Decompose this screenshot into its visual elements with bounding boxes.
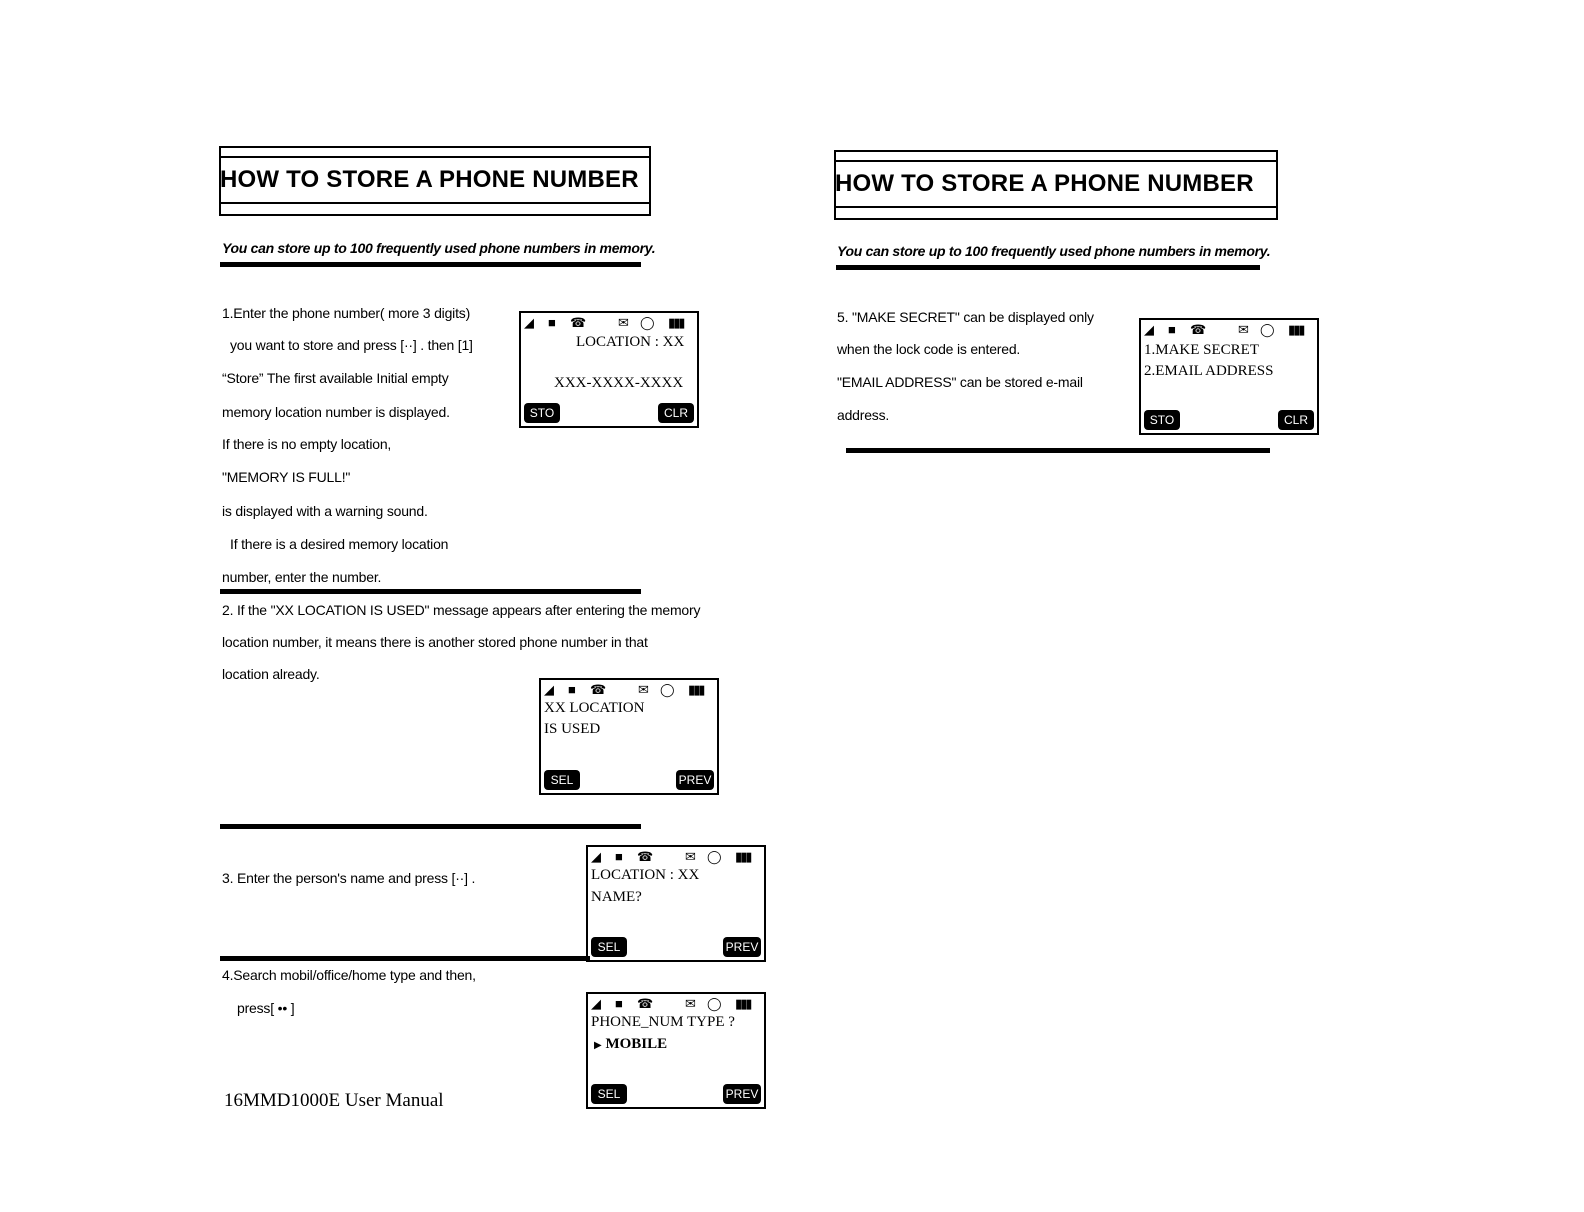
signal-icon: ◢ — [591, 996, 601, 1011]
phone-icon: ☎ — [570, 315, 587, 330]
alarm-icon: ◯ — [1260, 322, 1275, 337]
alarm-icon: ◯ — [640, 315, 655, 330]
battery-icon: ▮▮▮ — [735, 849, 751, 864]
step5-line-1: 5. "MAKE SECRET" can be displayed only — [837, 309, 1094, 325]
envelope-icon: ✉ — [618, 315, 629, 330]
step2-line-2: location number, it means there is another stored phone number in that — [222, 634, 648, 650]
sto-softkey[interactable]: STO — [524, 403, 560, 423]
step1-line-3: “Store” The first available Initial empty — [222, 370, 449, 386]
screen3-line-2: NAME? — [591, 889, 642, 905]
phone-screen-type — [586, 992, 766, 1109]
manual-footer: 16MMD1000E User Manual — [224, 1090, 444, 1111]
envelope-icon: ✉ — [685, 849, 696, 864]
step2-rule — [220, 824, 641, 829]
battery-level-icon: ■ — [615, 996, 623, 1011]
step1-line-2: you want to store and press [··] . then [1] — [230, 337, 473, 353]
battery-icon: ▮▮▮ — [735, 996, 751, 1011]
screen4-line-1: PHONE_NUM TYPE ? — [591, 1014, 735, 1030]
prev-softkey[interactable]: PREV — [723, 1084, 761, 1104]
step4-line-2: press[ •• ] — [237, 1000, 295, 1016]
step1-line-7: is displayed with a warning sound. — [222, 503, 428, 519]
alarm-icon: ◯ — [707, 996, 722, 1011]
prev-softkey[interactable]: PREV — [723, 937, 761, 957]
left-page-title: HOW TO STORE A PHONE NUMBER — [220, 166, 639, 193]
step1-line-4: memory location number is displayed. — [222, 404, 450, 420]
phone-icon: ☎ — [637, 849, 654, 864]
right-subtitle-rule — [836, 265, 1260, 270]
sel-softkey[interactable]: SEL — [544, 770, 580, 790]
left-subtitle-rule — [220, 262, 641, 267]
screen5-option-1[interactable]: 1.MAKE SECRET — [1144, 342, 1260, 358]
clr-softkey[interactable]: CLR — [1278, 410, 1314, 430]
phone-icon: ☎ — [637, 996, 654, 1011]
triangle-right-icon: ▶ — [594, 1040, 602, 1051]
alarm-icon: ◯ — [660, 682, 675, 697]
phone-icon: ☎ — [590, 682, 607, 697]
battery-icon: ▮▮▮ — [668, 315, 684, 330]
step5-line-3: "EMAIL ADDRESS" can be stored e-mail — [837, 374, 1083, 390]
step1-rule — [220, 589, 641, 594]
phone-screen-secret — [1139, 318, 1319, 435]
prev-softkey[interactable]: PREV — [676, 770, 714, 790]
sel-softkey[interactable]: SEL — [591, 1084, 627, 1104]
battery-level-icon: ■ — [568, 682, 576, 697]
screen2-line-2: IS USED — [544, 721, 601, 737]
signal-icon: ◢ — [524, 315, 534, 330]
left-subtitle: You can store up to 100 frequently used phone numbers in memory. — [222, 240, 656, 256]
right-subtitle: You can store up to 100 frequently used phone numbers in memory. — [837, 243, 1271, 259]
envelope-icon: ✉ — [1238, 322, 1249, 337]
right-page-title: HOW TO STORE A PHONE NUMBER — [835, 170, 1254, 197]
battery-level-icon: ■ — [1168, 322, 1176, 337]
step5-line-2: when the lock code is entered. — [837, 341, 1021, 357]
signal-icon: ◢ — [544, 682, 554, 697]
step3-text: 3. Enter the person's name and press [··] . — [222, 870, 476, 886]
battery-level-icon: ■ — [615, 849, 623, 864]
phone-icon: ☎ — [1190, 322, 1207, 337]
step1-line-9: number, enter the number. — [222, 569, 382, 585]
step1-line-6: "MEMORY IS FULL!" — [222, 469, 351, 485]
sto-softkey[interactable]: STO — [1144, 410, 1180, 430]
envelope-icon: ✉ — [638, 682, 649, 697]
screen1-line-1: LOCATION : XX — [576, 334, 685, 350]
signal-icon: ◢ — [591, 849, 601, 864]
screen1-line-2: XXX-XXXX-XXXX — [554, 375, 684, 391]
step2-line-1: 2. If the "XX LOCATION IS USED" message appears after entering the memory — [222, 602, 701, 618]
step5-rule — [846, 448, 1270, 453]
screen4-line-2 — [594, 1036, 667, 1053]
battery-level-icon: ■ — [548, 315, 556, 330]
clr-softkey[interactable]: CLR — [658, 403, 694, 423]
step5-line-4: address. — [837, 407, 890, 423]
phone-screen-name — [586, 845, 766, 962]
screen3-line-1: LOCATION : XX — [591, 867, 700, 883]
step1-line-8: If there is a desired memory location — [230, 536, 449, 552]
sel-softkey[interactable]: SEL — [591, 937, 627, 957]
screen4-option[interactable]: MOBILE — [605, 1036, 668, 1052]
phone-screen-location — [519, 311, 699, 428]
step3-rule — [220, 956, 590, 961]
step2-line-3: location already. — [222, 666, 320, 682]
battery-icon: ▮▮▮ — [688, 682, 704, 697]
screen2-line-1: XX LOCATION — [544, 700, 645, 716]
envelope-icon: ✉ — [685, 996, 696, 1011]
screen5-option-2[interactable]: 2.EMAIL ADDRESS — [1144, 363, 1274, 379]
alarm-icon: ◯ — [707, 849, 722, 864]
step1-line-1: 1.Enter the phone number( more 3 digits) — [222, 305, 471, 321]
battery-icon: ▮▮▮ — [1288, 322, 1304, 337]
step1-line-5: If there is no empty location, — [222, 436, 392, 452]
signal-icon: ◢ — [1144, 322, 1154, 337]
step4-line-1: 4.Search mobil/office/home type and then, — [222, 967, 476, 983]
phone-screen-location-used — [539, 678, 719, 795]
